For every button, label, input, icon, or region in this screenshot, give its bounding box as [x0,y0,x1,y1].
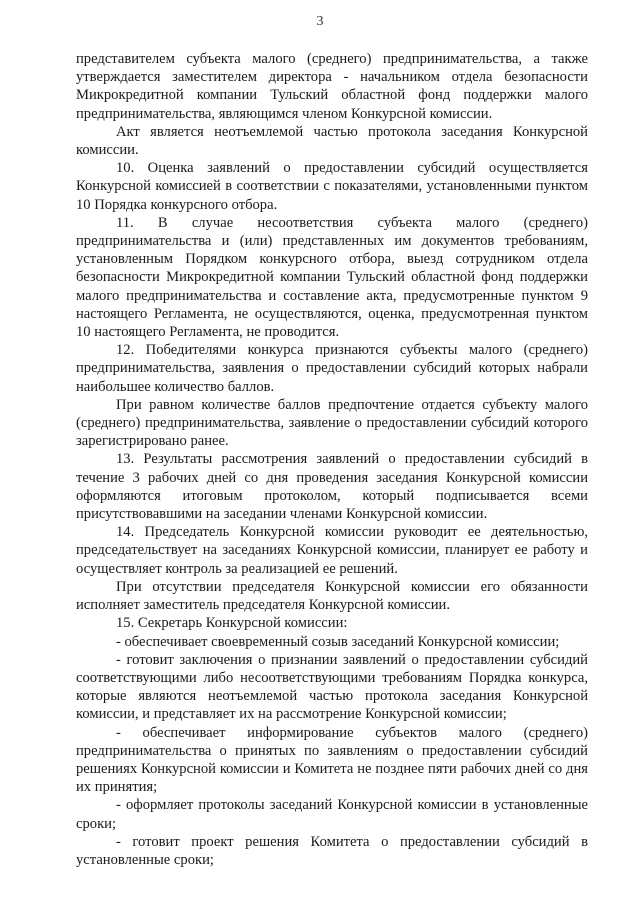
paragraph: 13. Результаты рассмотрения заявлений о предоставлении субсидий в течение 3 рабочих дней со дня проведения заседания Конкурсной комиссии оформляются итоговым протоколом, который подписывается всеми присутствовавшими на заседании членами Конкурсной комиссии. [76,451,588,523]
paragraph: При равном количестве баллов предпочтение отдается субъекту малого (среднего) предпринимательства, заявление о предоставлении субсидий которого зарегистрировано ранее. [76,396,588,450]
paragraph: - готовит заключения о признании заявлений о предоставлении субсидий соответствующими либо несоответствующими требованиям Порядка конкурса, которые являются неотъемлемой частью протокола заседания Конкурсной комиссии, и представляет их на рассмотрение Конкурсной комиссии; [76,651,588,723]
paragraph: - обеспечивает информирование субъектов малого (среднего) предпринимательства о принятых по заявлениям о предоставлении субсидий решениях Конкурсной комиссии и Комитета не позднее пяти рабочих дней со дня их принятия; [76,724,588,796]
paragraph: 14. Председатель Конкурсной комиссии руководит ее деятельностью, председательствует на заседаниях Конкурсной комиссии, планирует ее работу и осуществляет контроль за реализацией ее решений. [76,524,588,577]
document-body [76,50,588,869]
paragraph: 12. Победителями конкурса признаются субъекты малого (среднего) предпринимательства, заявления о предоставлении субсидий которых набрали наибольшее количество баллов. [76,342,588,395]
paragraph: 15. Секретарь Конкурсной комиссии: [116,615,348,632]
paragraph: - готовит проект решения Комитета о предоставлении субсидий в установленные сроки; [76,833,588,868]
paragraph: 11. В случае несоответствия субъекта малого (среднего) предпринимательства и (или) представленных им документов требованиям, установленным Порядком конкурсного отбора, выезд сотрудником отдела безопасности Микрокредитной компании Тульский областной фонд поддержки малого предпринимательства и составление акта, предусмотренные пунктом 9 настоящего Регламента, не осуществляются, оценка, предусмотренная пунктом 10 настоящего Регламента, не проводится. [76,214,588,341]
paragraph: - обеспечивает своевременный созыв заседаний Конкурсной комиссии; [116,633,560,650]
paragraph: Акт является неотъемлемой частью протокола заседания Конкурсной комиссии. [76,123,588,159]
paragraph: При отсутствии председателя Конкурсной комиссии его обязанности исполняет заместитель председателя Конкурсной комиссии. [76,578,588,614]
paragraph: 10. Оценка заявлений о предоставлении субсидий осуществляется Конкурсной комиссией в соответствии с показателями, установленными пунктом 10 Порядка конкурсного отбора. [76,160,588,213]
page-number: 3 [316,14,324,29]
paragraph: представителем субъекта малого (среднего) предпринимательства, а также утверждается заместителем директора - начальником отдела безопасности Микрокредитной компании Тульский областной фонд поддержки малого предпринимательства, являющимся членом Конкурсной комиссии. [76,51,588,122]
paragraph: - оформляет протоколы заседаний Конкурсной комиссии в установленные сроки; [76,797,588,832]
